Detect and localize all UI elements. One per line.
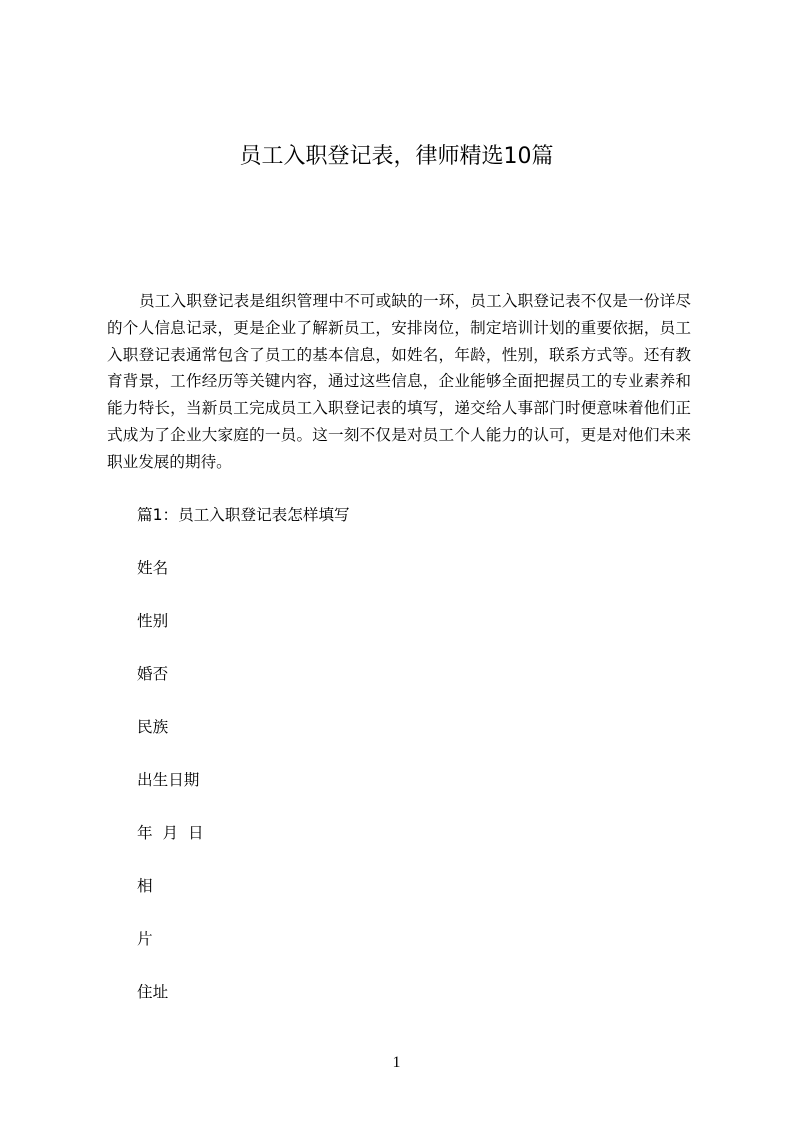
field-label: 性别 [137, 612, 169, 630]
field-label: 相 [137, 877, 153, 895]
paragraph-line: 的个人信息记录，更是企业了解新员工，安排岗位，制定培训计划的重要依据，员工 [107, 318, 691, 337]
paragraph-line: 能力特长，当新员工完成员工入职登记表的填写，递交给人事部门时便意味着他们正 [107, 399, 691, 418]
field-label: 姓名 [137, 559, 169, 577]
paragraph-line: 入职登记表通常包含了员工的基本信息，如姓名，年龄，性别，联系方式等。还有教 [107, 345, 691, 364]
paragraph-line: 式成为了企业大家庭的一员。这一刻不仅是对员工个人能力的认可，更是对他们未来 [107, 425, 691, 444]
field-label: 民族 [137, 718, 169, 736]
form-field-list [137, 502, 350, 1032]
section-heading: 篇1：员工入职登记表怎样填写 [137, 506, 350, 524]
field-label: 婚否 [137, 665, 169, 683]
page-number: 1 [392, 1054, 401, 1071]
field-label: 出生日期 [137, 771, 200, 789]
paragraph-line: 员工入职登记表是组织管理中不可或缺的一环，员工入职登记表不仅是一份详尽 [139, 292, 691, 310]
document-title: 员工入职登记表，律师精选10篇 [239, 144, 554, 169]
paragraph-line: 育背景，工作经历等关键内容，通过这些信息，企业能够全面把握员工的专业素养和 [107, 372, 691, 391]
field-label: 年 月 日 [137, 824, 204, 842]
paragraph-line: 职业发展的期待。 [107, 452, 232, 471]
field-label: 住址 [137, 983, 169, 1001]
intro-paragraph [107, 288, 691, 476]
field-label: 片 [137, 930, 153, 948]
